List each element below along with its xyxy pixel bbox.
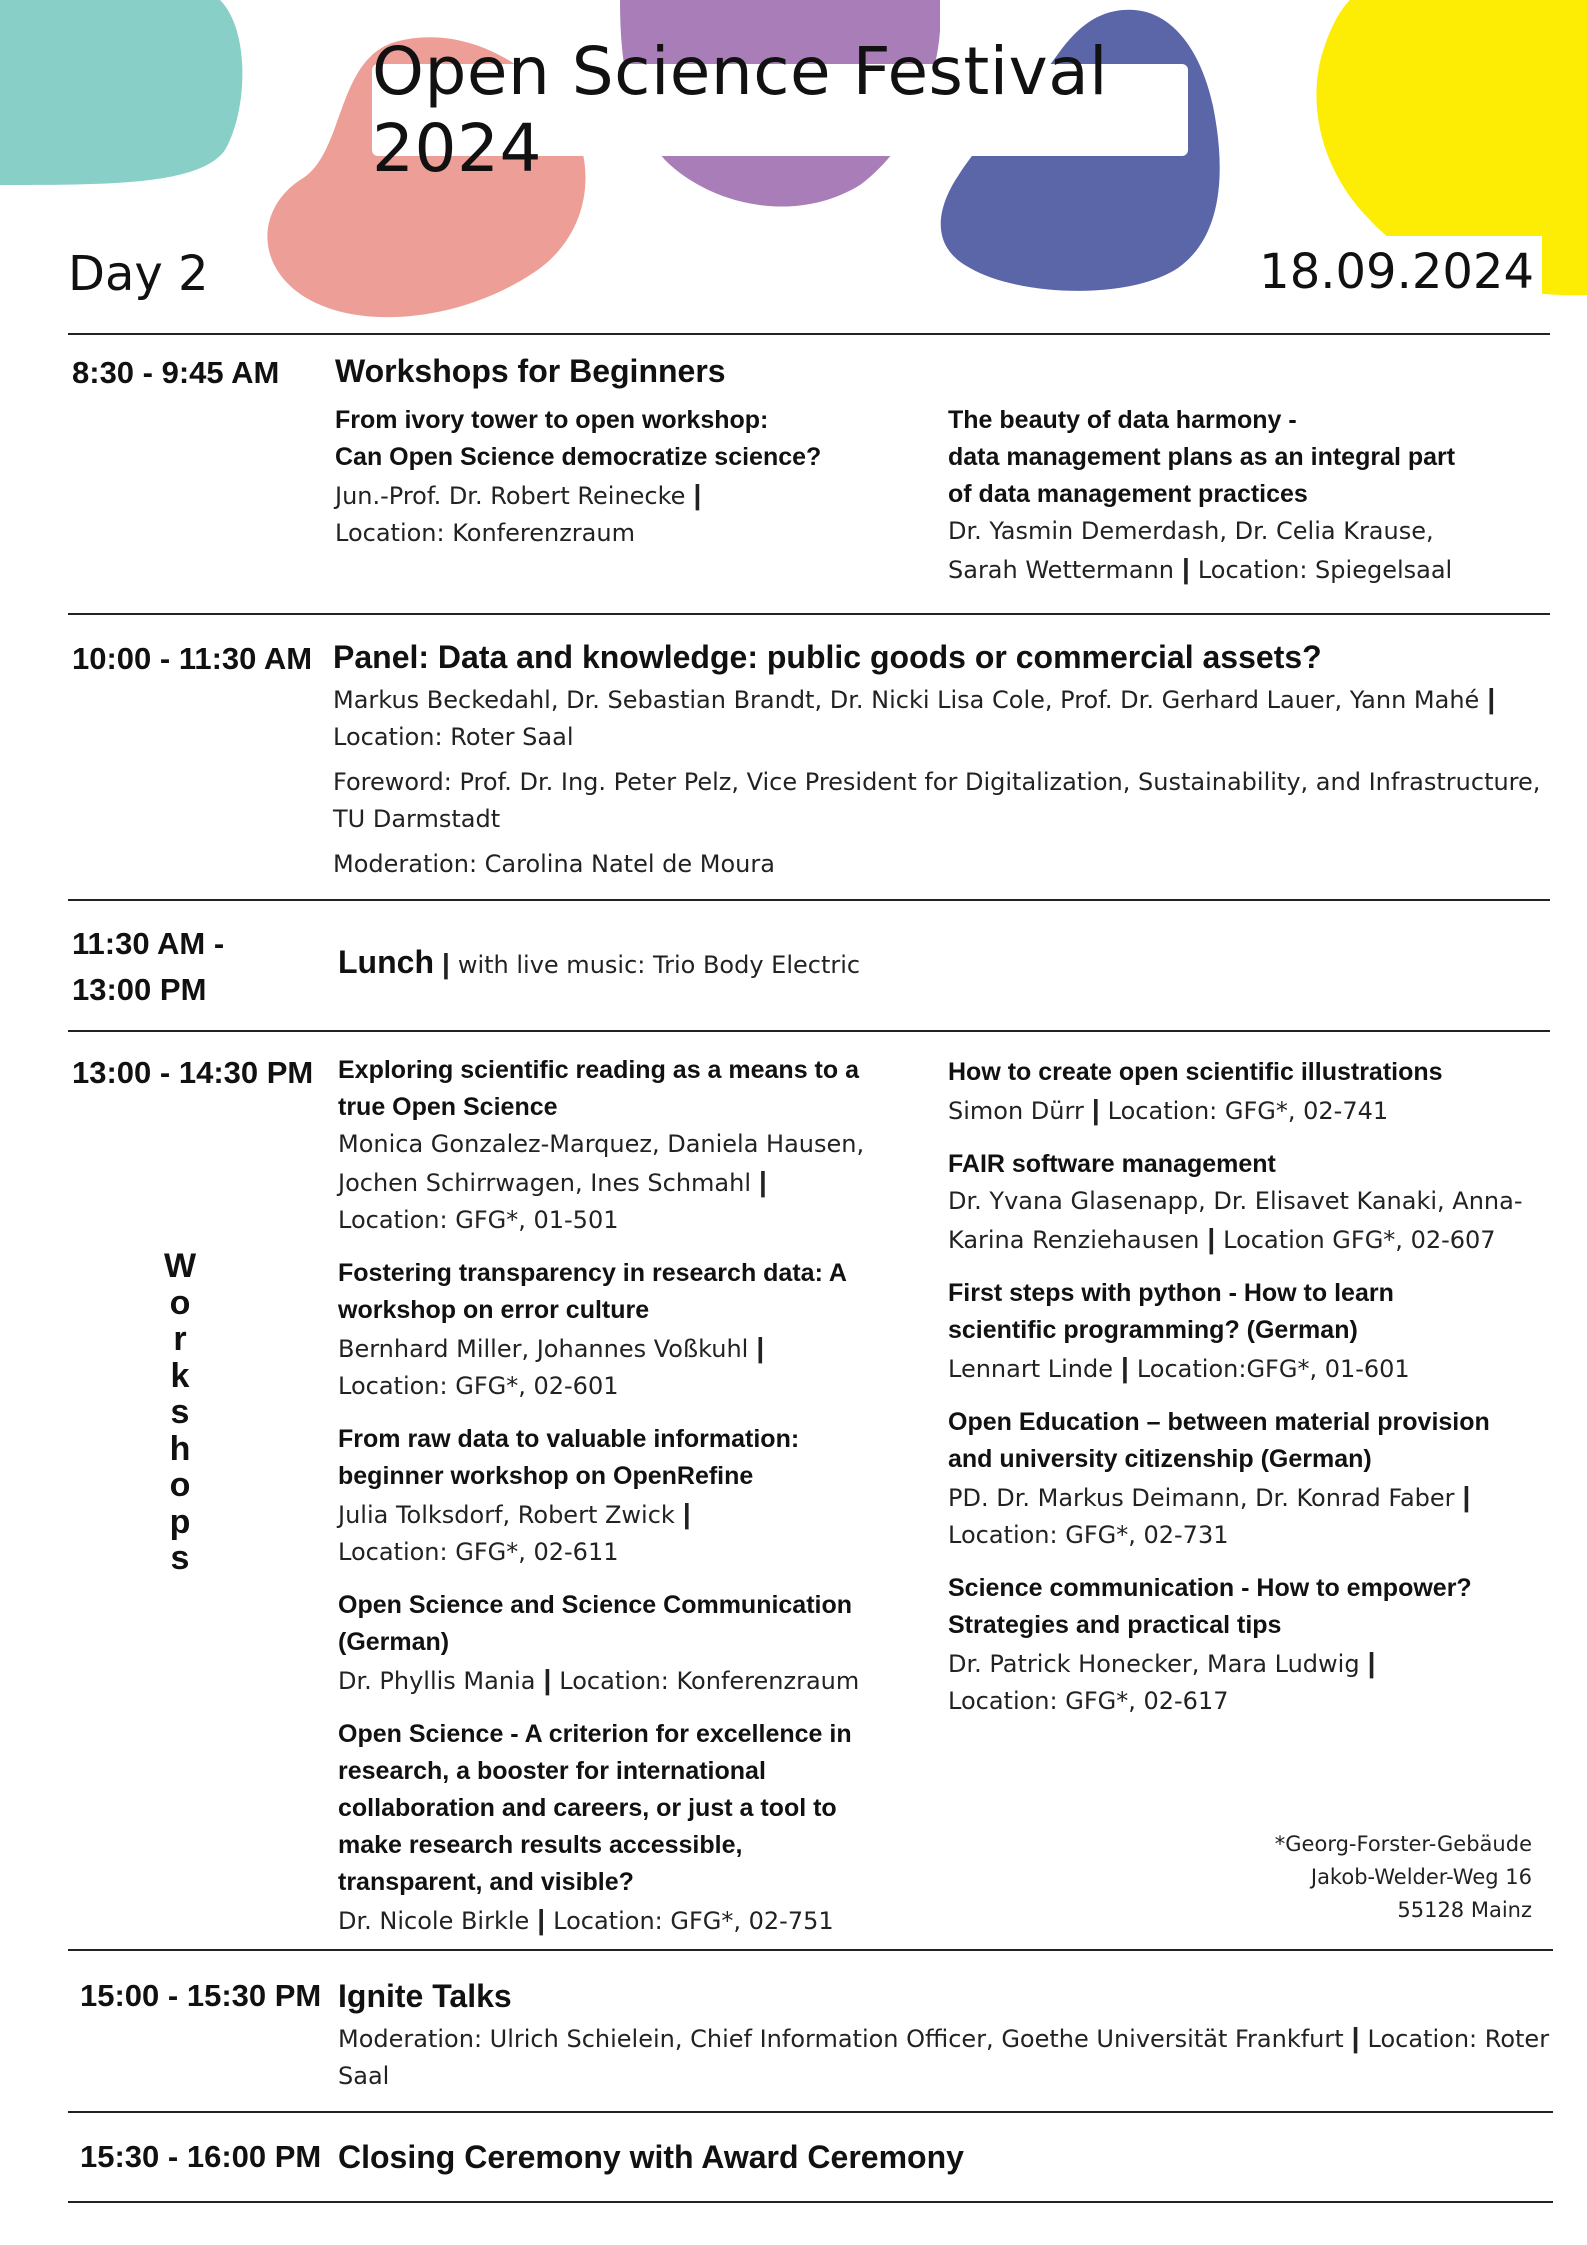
session-title: Lunch — [338, 944, 434, 980]
talk-speakers: Dr. Yvana Glasenapp, Dr. Elisavet Kanaki, Anna- — [948, 1187, 1523, 1215]
lunch-block — [338, 944, 860, 984]
talk-speakers: Monica Gonzalez-Marquez, Daniela Hausen, — [338, 1130, 865, 1158]
talk-title: scientific programming? (German) — [948, 1316, 1358, 1344]
separator: | — [1462, 1481, 1471, 1512]
panel-speakers: Markus Beckedahl, Dr. Sebastian Brandt, Dr. Nicki Lisa Cole, Prof. Dr. Gerhard Lauer, Yann Mahé — [333, 686, 1480, 714]
workshops-vertical-label — [156, 1248, 204, 1577]
talk-title: and university citizenship (German) — [948, 1445, 1372, 1473]
separator: | — [543, 1664, 552, 1695]
talk-location: Location: GFG*, 02-617 — [948, 1687, 1229, 1715]
address-line: Jakob-Welder-Weg 16 — [1310, 1865, 1532, 1889]
day-label: Day 2 — [68, 246, 209, 302]
talk-title: Open Education – between material provision — [948, 1408, 1490, 1436]
panel-block — [333, 634, 1540, 883]
talk-speakers: Simon Dürr — [948, 1097, 1084, 1125]
festival-title: Open Science Festival 2024 — [372, 64, 1188, 156]
vertical-letter: W — [163, 1247, 197, 1285]
talk-title: transparent, and visible? — [338, 1868, 634, 1896]
divider — [68, 613, 1550, 615]
talk-title: From raw data to valuable information: — [338, 1425, 800, 1453]
session-time: 13:00 - 14:30 PM — [72, 1055, 314, 1090]
talk-title: How to create open scientific illustrations — [948, 1058, 1443, 1086]
talk-speakers: Dr. Yasmin Demerdash, Dr. Celia Krause, — [948, 517, 1434, 545]
workshop-item — [338, 1052, 864, 1239]
panel-location: Location: Roter Saal — [333, 723, 574, 751]
divider — [68, 2111, 1553, 2113]
talk-title: workshop on error culture — [338, 1296, 650, 1324]
vertical-letter: p — [169, 1502, 191, 1541]
talk-title: Fostering transparency in research data: A — [338, 1259, 847, 1287]
talk-speakers: Dr. Phyllis Mania — [338, 1667, 536, 1695]
divider — [68, 2201, 1553, 2203]
talk-speakers: Karina Renziehausen — [948, 1226, 1200, 1254]
ignite-moderation: Moderation: Ulrich Schielein, Chief Information Officer, Goethe Universität Frankfurt — [338, 2025, 1344, 2053]
talk-title: Open Science - A criterion for excellence in — [338, 1720, 852, 1748]
ignite-block — [338, 1973, 1549, 2095]
separator: | — [1367, 1647, 1376, 1678]
session-title: Panel: Data and knowledge: public goods or commercial assets? — [333, 639, 1322, 675]
talk-speakers: Jun.-Prof. Dr. Robert Reinecke — [335, 482, 686, 510]
vertical-letter: o — [169, 1283, 191, 1322]
separator: | — [682, 1498, 691, 1529]
talk-location: Location: Konferenzraum — [559, 1667, 860, 1695]
talk-location: Location: Spiegelsaal — [1197, 556, 1453, 584]
talk-title: of data management practices — [948, 480, 1308, 508]
talk-title: collaboration and careers, or just a tool to — [338, 1794, 837, 1822]
talk-title: data management plans as an integral part — [948, 443, 1456, 471]
talk-title: From ivory tower to open workshop: — [335, 406, 769, 434]
workshop-item — [948, 1146, 1523, 1259]
talk-speakers: Sarah Wettermann — [948, 556, 1174, 584]
session-time-end: 13:00 PM — [72, 972, 207, 1007]
workshop-item — [338, 1716, 864, 1940]
session-title: Closing Ceremony with Award Ceremony — [338, 2139, 964, 2175]
divider — [68, 333, 1550, 335]
address-line: *Georg-Forster-Gebäude — [1274, 1832, 1532, 1856]
talk-title: Science communication - How to empower? — [948, 1574, 1472, 1602]
talk-location: Location: GFG*, 02-611 — [338, 1538, 619, 1566]
separator: | — [1487, 683, 1496, 714]
talk-speakers: Dr. Patrick Honecker, Mara Ludwig — [948, 1650, 1360, 1678]
address-line: 55128 Mainz — [1397, 1898, 1532, 1922]
workshops-right-column — [948, 1054, 1523, 1736]
session-time: 10:00 - 11:30 AM — [72, 641, 313, 676]
talk-location: Location: Konferenzraum — [335, 519, 635, 547]
separator: | — [537, 1904, 546, 1935]
talk-title: The beauty of data harmony - — [948, 406, 1297, 434]
vertical-letter: s — [170, 1393, 190, 1431]
vertical-letter: r — [173, 1320, 187, 1358]
talk-location: Location: GFG*, 01-501 — [338, 1206, 619, 1234]
workshop-item — [948, 1404, 1523, 1554]
talk-location: Location:GFG*, 01-601 — [1136, 1355, 1410, 1383]
talk-location: Location: GFG*, 02-751 — [553, 1907, 834, 1935]
panel-moderation: Moderation: Carolina Natel de Moura — [333, 850, 775, 878]
talk-speakers: Bernhard Miller, Johannes Voßkuhl — [338, 1335, 749, 1363]
talk-speakers: Lennart Linde — [948, 1355, 1113, 1383]
talk-speakers: Julia Tolksdorf, Robert Zwick — [338, 1501, 675, 1529]
talk-location: Location GFG*, 02-607 — [1223, 1226, 1496, 1254]
session-time: 8:30 - 9:45 AM — [72, 355, 280, 390]
separator: | — [759, 1166, 767, 1197]
talk-title: Can Open Science democratize science? — [335, 443, 822, 471]
workshops-left-column — [338, 1052, 864, 1956]
talk-title: First steps with python - How to learn — [948, 1279, 1394, 1307]
vertical-letter: o — [169, 1466, 191, 1504]
workshop-item — [948, 1275, 1523, 1388]
session-time: 15:30 - 16:00 PM — [80, 2139, 322, 2174]
separator: | — [1207, 1223, 1216, 1254]
session-time: 15:00 - 15:30 PM — [80, 1978, 322, 2013]
talk-title: (German) — [338, 1628, 450, 1656]
session-title: Workshops for Beginners — [335, 353, 726, 389]
vertical-letter: s — [170, 1539, 190, 1577]
talk-title: true Open Science — [338, 1093, 558, 1121]
separator: | — [1181, 553, 1190, 584]
talk-location: Location: GFG*, 02-731 — [948, 1521, 1229, 1549]
talk-speakers: Jochen Schirrwagen, Ines Schmahl — [338, 1169, 751, 1197]
separator: | — [756, 1332, 765, 1363]
ignite-location: Location: Roter — [1367, 2025, 1550, 2053]
talk-location: Location: GFG*, 02-601 — [338, 1372, 619, 1400]
closing-block — [338, 2134, 964, 2180]
workshop-item — [338, 1587, 864, 1700]
talk-title: beginner workshop on OpenRefine — [338, 1462, 754, 1490]
separator: | — [441, 948, 450, 979]
separator: | — [1351, 2022, 1360, 2053]
session-title: Ignite Talks — [338, 1978, 512, 2014]
talk-title: make research results accessible, — [338, 1831, 743, 1859]
separator: | — [1091, 1094, 1100, 1125]
panel-foreword: Foreword: Prof. Dr. Ing. Peter Pelz, Vice President for Digitalization, Sustainability, and Infrastructure, — [333, 768, 1541, 796]
ignite-location-cont: Saal — [338, 2062, 390, 2090]
talk-title: Exploring scientific reading as a means to a — [338, 1056, 859, 1084]
workshop-item — [338, 1255, 864, 1405]
session-block — [335, 348, 726, 394]
venue-address — [1275, 1828, 1532, 1927]
talk-speakers: PD. Dr. Markus Deimann, Dr. Konrad Faber — [948, 1484, 1455, 1512]
workshop-item — [948, 1054, 1523, 1130]
vertical-letter: k — [170, 1356, 190, 1395]
talk-title: FAIR software management — [948, 1150, 1276, 1178]
talk-block — [948, 402, 1455, 589]
event-date: 18.09.2024 — [1280, 236, 1542, 308]
workshop-item — [948, 1570, 1523, 1720]
divider — [68, 1030, 1550, 1032]
talk-title: Open Science and Science Communication — [338, 1591, 853, 1619]
vertical-letter: h — [169, 1429, 191, 1468]
talk-title: Strategies and practical tips — [948, 1611, 1282, 1639]
talk-speakers: Dr. Nicole Birkle — [338, 1907, 530, 1935]
separator: | — [1121, 1352, 1129, 1383]
talk-location: Location: GFG*, 02-741 — [1107, 1097, 1389, 1125]
panel-foreword: TU Darmstadt — [333, 805, 501, 833]
talk-block — [335, 402, 821, 552]
teal-blob-decoration — [0, 0, 260, 200]
talk-title: research, a booster for international — [338, 1757, 766, 1785]
workshop-item — [338, 1421, 864, 1571]
session-time — [72, 921, 224, 1013]
separator: | — [693, 479, 702, 510]
lunch-detail: with live music: Trio Body Electric — [457, 951, 861, 979]
divider — [68, 899, 1550, 901]
session-time-start: 11:30 AM - — [72, 926, 225, 961]
